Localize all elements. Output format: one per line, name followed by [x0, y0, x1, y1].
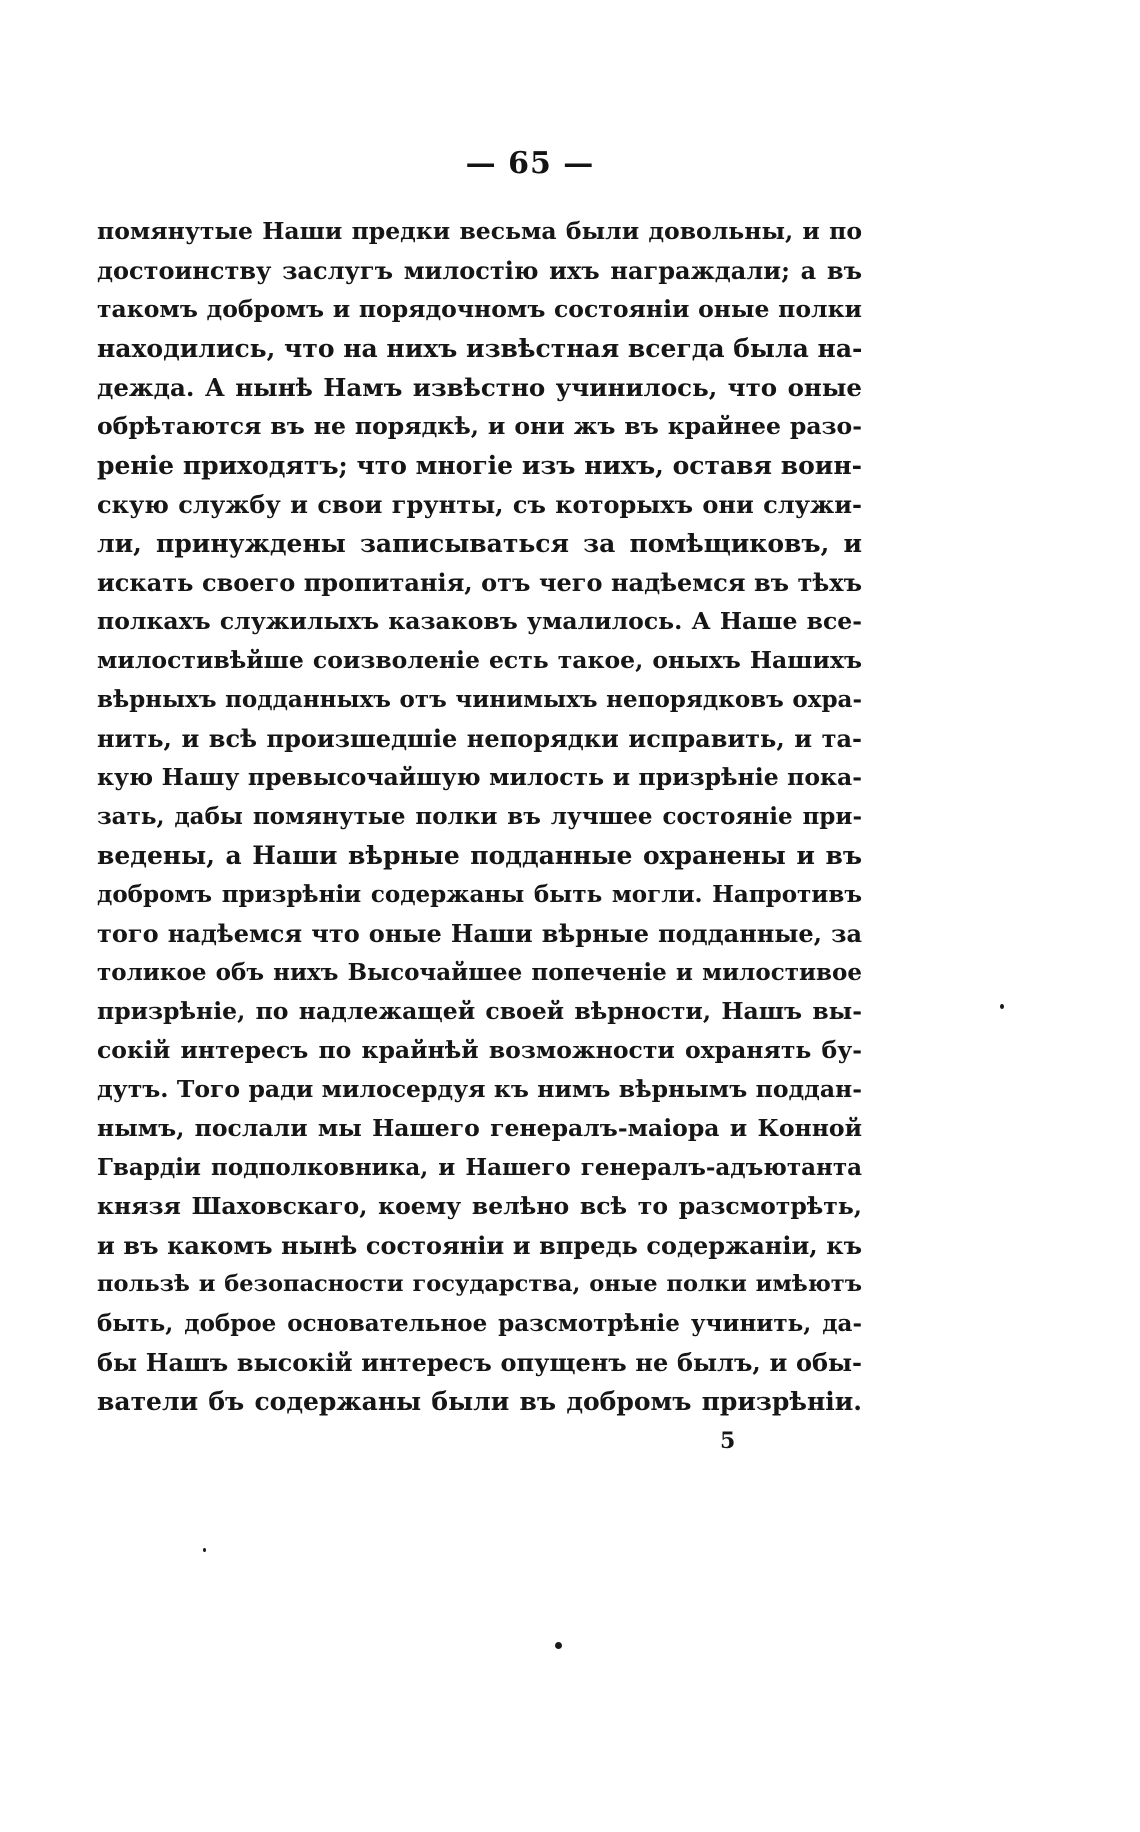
ink-speck	[555, 1642, 562, 1649]
page-number: — 65 —	[465, 146, 595, 181]
text-line: того надѣемся что оные Наши вѣрные подданные, за	[97, 919, 862, 948]
text-line: бы Нашъ высокій интересъ опущенъ не былъ, и обы-	[97, 1348, 862, 1377]
text-line: нить, и всѣ произшедшіе непорядки исправить, и та-	[97, 724, 862, 753]
text-line: милостивѣйше соизволеніе есть такое, оныхъ Нашихъ	[97, 646, 862, 674]
text-line: пользѣ и безопасности государства, оные полки имѣютъ	[97, 1271, 862, 1297]
text-line: зать, дабы помянутые полки въ лучшее состояніе при-	[97, 803, 862, 830]
text-line: такомъ добромъ и порядочномъ состояніи оные полки	[97, 295, 862, 323]
text-line: полкахъ служилыхъ казаковъ умалилось. А Наше все-	[97, 607, 862, 635]
text-line: обрѣтаются въ не порядкѣ, и они жъ въ крайнее разо-	[97, 412, 862, 440]
text-line: ведены, а Наши вѣрные подданные охранены и въ	[97, 841, 862, 870]
text-line: достоинству заслугъ милостію ихъ награждали; а въ	[97, 256, 862, 285]
text-line: ли, принуждены записываться за помѣщиковъ, и	[97, 529, 862, 558]
ink-speck	[203, 1548, 206, 1552]
text-line: и въ какомъ нынѣ состояніи и впредь содержаніи, къ	[97, 1231, 862, 1260]
text-line: дежда. А нынѣ Намъ извѣстно учинилось, что оные	[97, 373, 862, 402]
text-line: дутъ. Того ради милосердуя къ нимъ вѣрнымъ поддан-	[97, 1075, 862, 1103]
text-line: скую службу и свои грунты, съ которыхъ они служи-	[97, 490, 862, 519]
text-line: Гвардіи подполковника, и Нашего генералъ-адъютанта	[97, 1154, 862, 1181]
body-text	[97, 212, 862, 1421]
text-line: вѣрныхъ подданныхъ отъ чинимыхъ непорядковъ охра-	[97, 686, 862, 713]
text-line: реніе приходятъ; что многіе изъ нихъ, оставя воин-	[97, 451, 862, 480]
text-line: толикое объ нихъ Высочайшее попеченіе и милостивое	[97, 959, 862, 986]
text-line: кую Нашу превысочайшую милость и призрѣніе пока-	[97, 763, 862, 791]
text-line: князя Шаховскаго, коему велѣно всѣ то разсмотрѣть,	[97, 1192, 862, 1220]
text-line: сокій интересъ по крайнѣй возможности охранять бу-	[97, 1036, 862, 1064]
text-line: находились, что на нихъ извѣстная всегда была на-	[97, 334, 863, 363]
text-line: помянутые Наши предки весьма были довольны, и по	[97, 217, 862, 245]
ink-speck	[1000, 1004, 1004, 1009]
text-line: нымъ, послали мы Нашего генералъ-маіора и Конной	[97, 1114, 862, 1142]
text-line: искать своего пропитанія, отъ чего надѣемся въ тѣхъ	[97, 568, 862, 597]
text-line: добромъ призрѣніи содержаны быть могли. Напротивъ	[97, 881, 862, 908]
text-line: быть, доброе основательное разсмотрѣніе учинить, да-	[97, 1310, 862, 1337]
text-line: ватели бъ содержаны были въ добромъ призрѣніи.	[97, 1387, 862, 1416]
signature-mark: 5	[720, 1428, 736, 1454]
text-line: призрѣніе, по надлежащей своей вѣрности, Нашъ вы-	[97, 997, 862, 1025]
